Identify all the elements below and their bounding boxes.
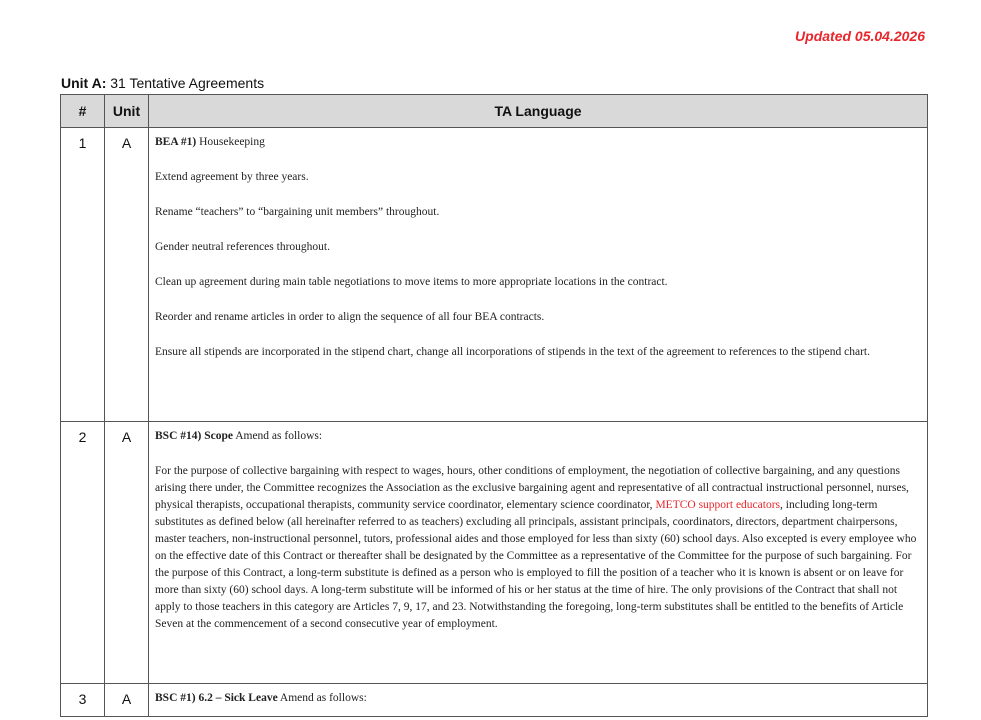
- row-number: 3: [61, 684, 105, 717]
- header-unit: Unit: [105, 95, 149, 128]
- scope-text-part2: , including long-term substitutes as defined below (all hereinafter referred to as teachers) excluding all principals, assistant principals, coordinators, directors, department chairpersons, master teachers, non-instructional personnel, tutors, professional aides and those employed for less than sixty (60) school days. Also excepted is every employee who on the effective date of this Contract or thereafter shall be designated by the Committee as a representative of the Committee for the purpose of such bargaining. For the purpose of this Contract, a long-term substitute is defined as a person who is employed to fill the position of a teacher who it is known is absent or on leave for more than sixty (60) school days. A long-term substitute will be informed of his or her status at the time of hire. The only provisions of the Contract that shall not apply to those teachers in this category are Articles 7, 9, 17, and 23. Notwithstanding the foregoing, long-term substitutes shall be entitled to the benefits of Article Seven at the commencement of a second consecutive year of employment.: [155, 499, 917, 630]
- table-row: [61, 684, 928, 717]
- updated-date: Updated 05.04.2026: [795, 28, 925, 44]
- row-ta-language: [149, 684, 928, 717]
- table-row: [61, 128, 928, 422]
- unit-heading-text: 31 Tentative Agreements: [106, 75, 265, 91]
- row-ta-language: [149, 422, 928, 684]
- ta-item: Extend agreement by three years.: [155, 171, 309, 183]
- row-title-rest: Housekeeping: [196, 136, 265, 148]
- scope-paragraph: [155, 463, 919, 633]
- unit-heading-label: Unit A:: [61, 75, 107, 91]
- row-title-bold: BEA #1): [155, 136, 197, 148]
- ta-item: Rename “teachers” to “bargaining unit members” throughout.: [155, 206, 440, 218]
- row-title-bold: BSC #14) Scope: [155, 430, 233, 442]
- row-title-rest: Amend as follows:: [277, 692, 367, 704]
- table-row: [61, 422, 928, 684]
- row-title: [155, 428, 919, 445]
- table-header-row: [61, 95, 928, 128]
- ta-item: Reorder and rename articles in order to align the sequence of all four BEA contracts.: [155, 311, 545, 323]
- ta-item: Clean up agreement during main table negotiations to move items to more appropriate locations in the contract.: [155, 276, 668, 288]
- header-num: #: [61, 95, 105, 128]
- row-ta-language: [149, 128, 928, 422]
- row-title: [155, 134, 919, 151]
- row-unit: A: [105, 422, 149, 684]
- ta-table: [60, 94, 928, 717]
- ta-item: Ensure all stipends are incorporated in the stipend chart, change all incorporations of stipends in the text of the agreement to references to the stipend chart.: [155, 346, 870, 358]
- unit-heading: [61, 75, 264, 91]
- scope-text-part1: For the purpose of collective bargaining with respect to wages, hours, other conditions of employment, the negotiation of collective bargaining, and any questions arising there under, the Committee recognizes the Association as the exclusive bargaining agent and representative of all contractual instructional personnel, nurses, physical therapists, occupational therapists, community service coordinator, elementary science coordinator,: [155, 465, 909, 511]
- row-number: 1: [61, 128, 105, 422]
- scope-highlight: METCO support educators: [655, 499, 781, 511]
- row-title-rest: Amend as follows:: [232, 430, 323, 442]
- row-unit: A: [105, 128, 149, 422]
- row-title: [155, 690, 919, 707]
- header-ta-language: TA Language: [149, 95, 928, 128]
- ta-item: Gender neutral references throughout.: [155, 241, 330, 253]
- row-title-bold: BSC #1) 6.2 – Sick Leave: [155, 692, 278, 704]
- row-number: 2: [61, 422, 105, 684]
- row-unit: A: [105, 684, 149, 717]
